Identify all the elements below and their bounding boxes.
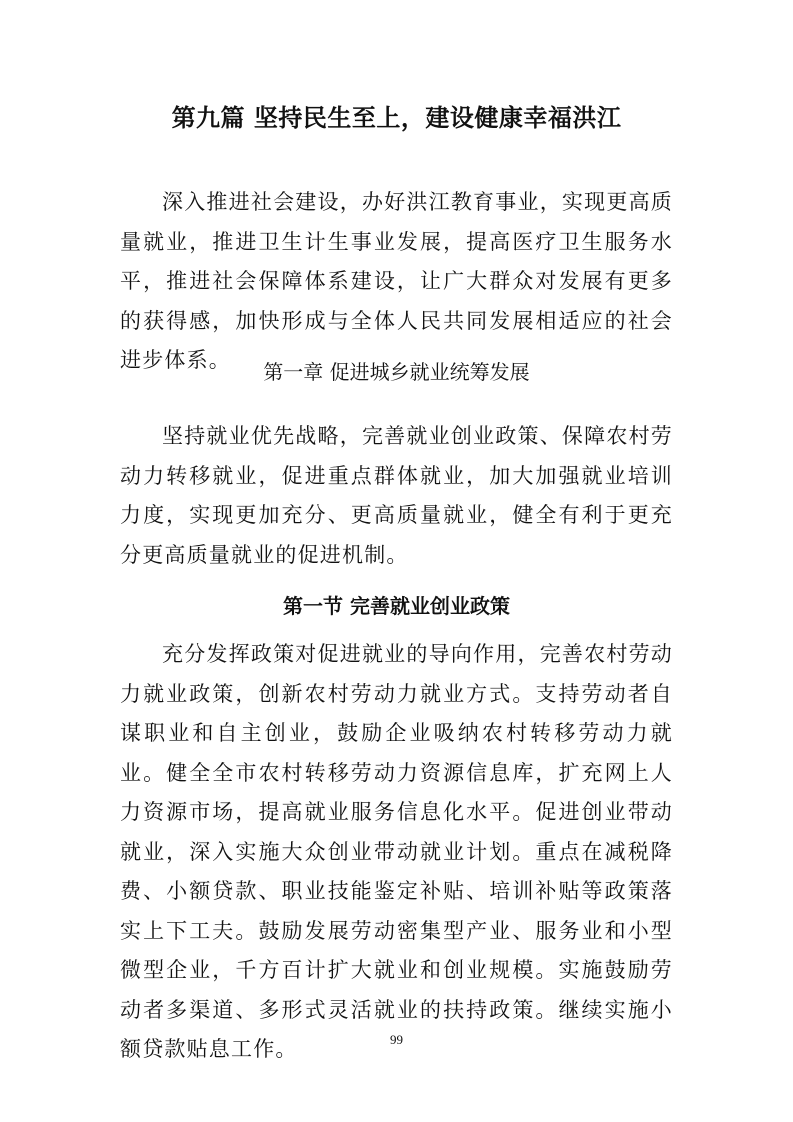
chapter-title: 第一章 促进城乡就业统筹发展 [263, 360, 530, 384]
page-number: 99 [390, 1032, 403, 1047]
intro-paragraph: 深入推进社会建设，办好洪江教育事业，实现更高质量就业，推进卫生计生事业发展，提高医疗卫生服务水平，推进社会保障体系建设，让广大群众对发展有更多的获得感，加快形成与全体人民共同发展相适应的社会进步体系。 [120, 190, 673, 372]
section-title: 第一节 完善就业创业政策 [283, 594, 510, 618]
section-paragraph: 充分发挥政策对促进就业的导向作用，完善农村劳动力就业政策，创新农村劳动力就业方式。支持劳动者自谋职业和自主创业，鼓励企业吸纳农村转移劳动力就业。健全全市农村转移劳动力资源信息库，扩充网上人力资源市场，提高就业服务信息化水平。促进创业带动就业，深入实施大众创业带动就业计划。重点在减税降费、小额贷款、职业技能鉴定补贴、培训补贴等政策落实上下工夫。鼓励发展劳动密集型产业、服务业和小型微型企业，千方百计扩大就业和创业规模。实施鼓励劳动者多渠道、多形式灵活就业的扶持政策。继续实施小额贷款贴息工作。 [120, 642, 673, 1061]
chapter-paragraph: 坚持就业优先战略，完善就业创业政策、保障农村劳动力转移就业，促进重点群体就业，加大加强就业培训力度，实现更加充分、更高质量就业，健全有利于更充分更高质量就业的促进机制。 [120, 424, 673, 567]
part-title: 第九篇 坚持民生至上，建设健康幸福洪江 [171, 104, 622, 132]
